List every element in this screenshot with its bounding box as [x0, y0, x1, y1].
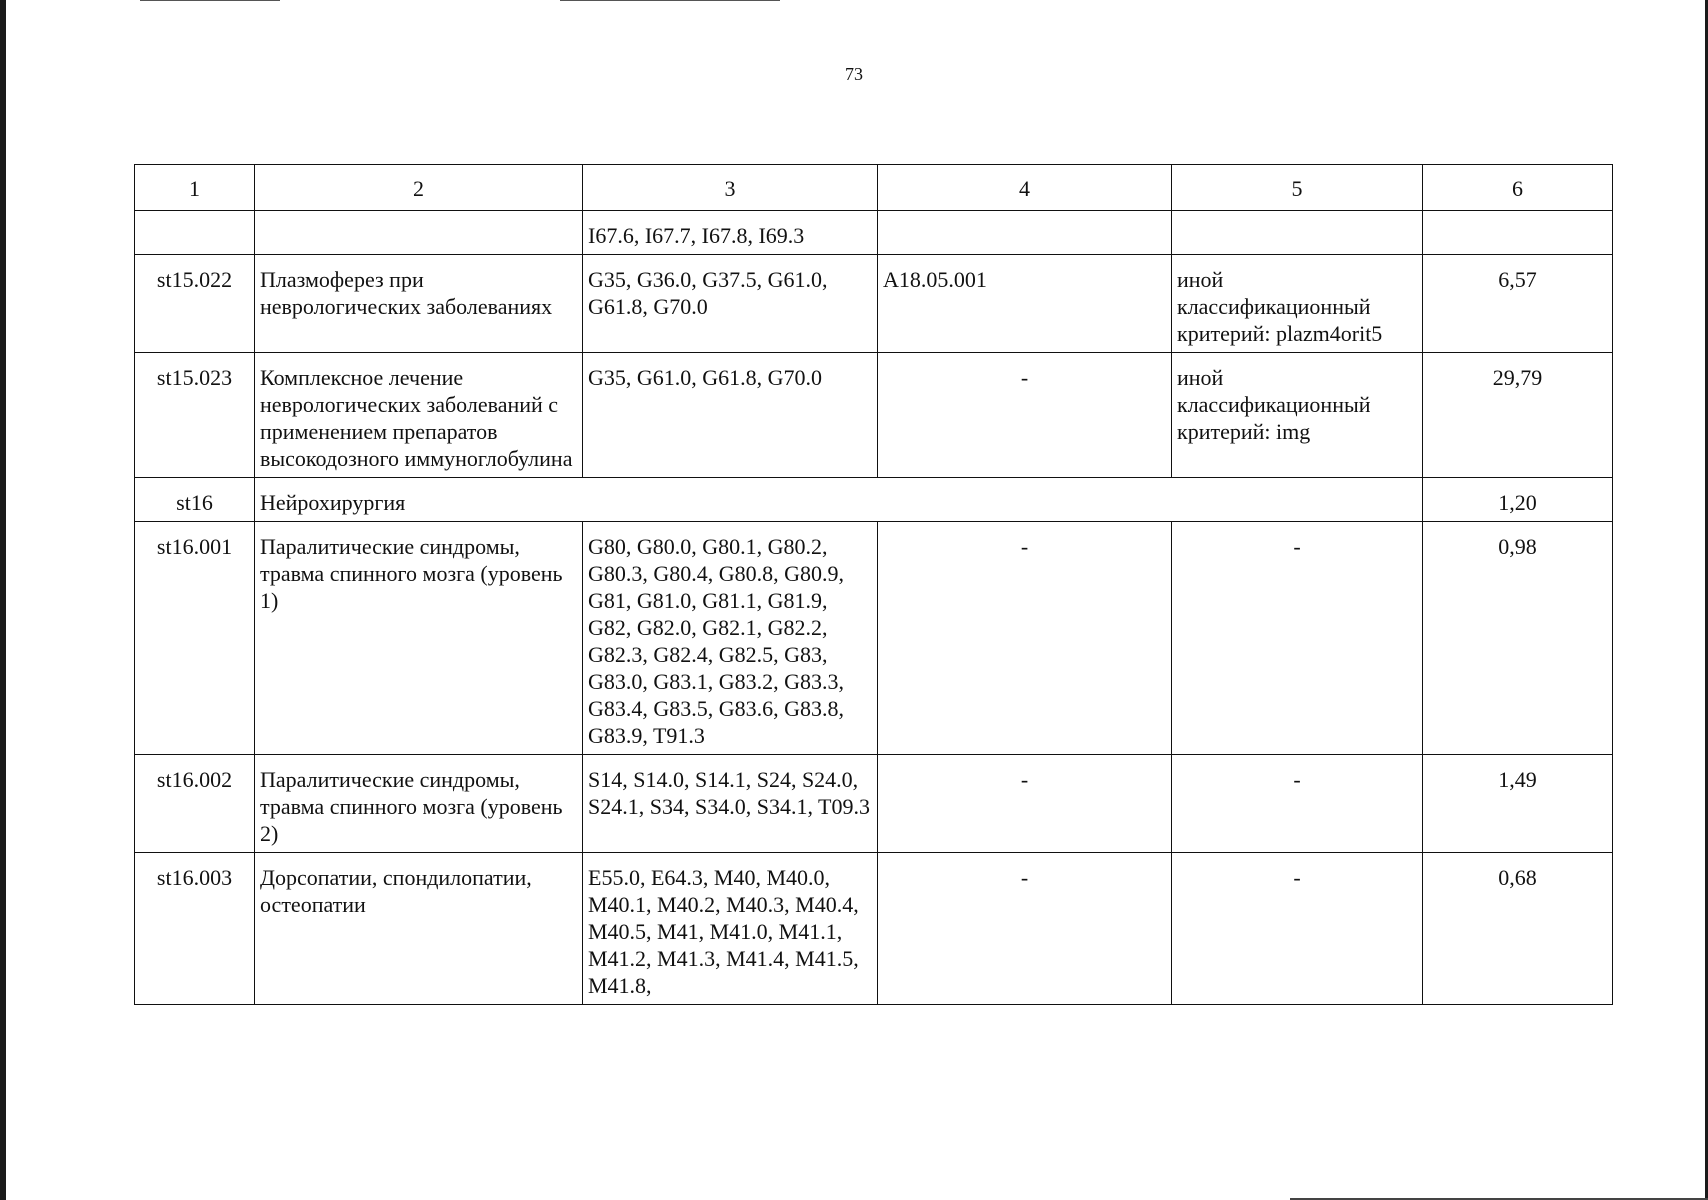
cell-service: A18.05.001 — [878, 255, 1172, 353]
cell-name: Паралитические синдромы, травма спинного мозга (уровень 1) — [255, 522, 583, 755]
cell-name: Паралитические синдромы, травма спинного мозга (уровень 2) — [255, 755, 583, 853]
cell-diagnoses: E55.0, E64.3, M40, M40.0, M40.1, M40.2, M40.3, M40.4, M40.5, M41, M41.0, M41.1, M41.2, M41.3, M41.4, M41.5, M41.8, — [583, 853, 878, 1005]
page-number: 73 — [845, 64, 863, 84]
cell-name: Плазмоферез при неврологических заболеваниях — [255, 255, 583, 353]
cell-code: st15.023 — [135, 353, 255, 478]
cell-coefficient: 0,98 — [1423, 522, 1613, 755]
cell-criterion: иной классификационный критерий: plazm4orit5 — [1172, 255, 1423, 353]
table-row — [135, 255, 1613, 353]
cell-criterion: иной классификационный критерий: img — [1172, 353, 1423, 478]
cell-diagnoses: G35, G36.0, G37.5, G61.0, G61.8, G70.0 — [583, 255, 878, 353]
table-header-row — [135, 165, 1613, 211]
cell-code — [135, 211, 255, 255]
cell-coefficient: 0,68 — [1423, 853, 1613, 1005]
cell-coefficient — [1423, 211, 1613, 255]
column-header: 5 — [1172, 165, 1423, 211]
cell-code: st15.022 — [135, 255, 255, 353]
cell-coefficient: 6,57 — [1423, 255, 1613, 353]
cell-code: st16.002 — [135, 755, 255, 853]
column-header: 1 — [135, 165, 255, 211]
table-row — [135, 353, 1613, 478]
tariff-table — [134, 164, 1613, 1005]
cell-name: Комплексное лечение неврологических заболеваний с применением препаратов высокодозного иммуноглобулина — [255, 353, 583, 478]
column-header: 2 — [255, 165, 583, 211]
cell-service: - — [878, 853, 1172, 1005]
table-row — [135, 522, 1613, 755]
column-header: 3 — [583, 165, 878, 211]
cell-criterion: - — [1172, 755, 1423, 853]
cell-code: st16.003 — [135, 853, 255, 1005]
scan-edge-left — [0, 0, 6, 1200]
cell-criterion — [1172, 211, 1423, 255]
cell-service: - — [878, 522, 1172, 755]
cell-criterion: - — [1172, 522, 1423, 755]
table-section-row — [135, 478, 1613, 522]
table-row — [135, 755, 1613, 853]
cell-name — [255, 211, 583, 255]
scan-artifact-line — [140, 0, 280, 1]
table-row-continuation — [135, 211, 1613, 255]
table-row — [135, 853, 1613, 1005]
cell-service — [878, 211, 1172, 255]
cell-coefficient: 29,79 — [1423, 353, 1613, 478]
cell-coefficient: 1,49 — [1423, 755, 1613, 853]
cell-coefficient: 1,20 — [1423, 478, 1613, 522]
cell-section-name: Нейрохирургия — [255, 478, 1423, 522]
column-header: 4 — [878, 165, 1172, 211]
cell-diagnoses: G80, G80.0, G80.1, G80.2, G80.3, G80.4, G80.8, G80.9, G81, G81.0, G81.1, G81.9, G82, G82.0, G82.1, G82.2, G82.3, G82.4, G82.5, G83, G83.0, G83.1, G83.2, G83.3, G83.4, G83.5, G83.6, G83.8, G83.9, T91.3 — [583, 522, 878, 755]
cell-diagnoses: I67.6, I67.7, I67.8, I69.3 — [583, 211, 878, 255]
cell-name: Дорсопатии, спондилопатии, остеопатии — [255, 853, 583, 1005]
cell-section-code: st16 — [135, 478, 255, 522]
cell-criterion: - — [1172, 853, 1423, 1005]
cell-diagnoses: G35, G61.0, G61.8, G70.0 — [583, 353, 878, 478]
cell-diagnoses: S14, S14.0, S14.1, S24, S24.0, S24.1, S34, S34.0, S34.1, T09.3 — [583, 755, 878, 853]
cell-code: st16.001 — [135, 522, 255, 755]
column-header: 6 — [1423, 165, 1613, 211]
cell-service: - — [878, 353, 1172, 478]
scan-artifact-line — [560, 0, 780, 1]
cell-service: - — [878, 755, 1172, 853]
